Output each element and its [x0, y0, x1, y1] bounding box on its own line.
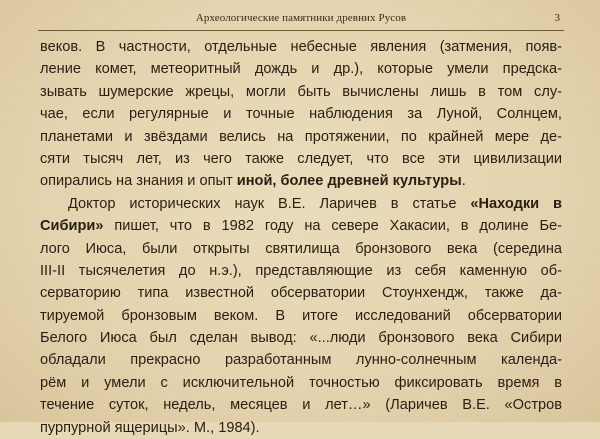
text-line: обладали прекрасно разработанным лунно-солнечным календа-: [40, 352, 562, 369]
page-header: [38, 8, 564, 31]
text-line: серваторию типа известной обсерватории Стоунхендж, также да-: [40, 285, 562, 302]
paragraph-2: [40, 193, 562, 439]
bold-phrase: иной, более древней культуры: [236, 173, 462, 190]
text-line: планетами и звёздами велись на протяжении, по крайней мере де-: [40, 128, 562, 145]
text-line: III-II тысячелетия до н.э.), представляющие из себя каменную об-: [40, 262, 562, 279]
text-line: ление комет, метеоритный дождь и др.), которые умели предска-: [40, 61, 562, 78]
text-fragment: опирались на знания и опыт: [40, 173, 237, 190]
text-line: [40, 215, 562, 237]
text-line: тируемой бронзовым веком. В итоге исследований обсерватории: [40, 307, 562, 324]
text-line: Белого Июса был сделан вывод: «...люди бронзового века Сибири: [40, 330, 562, 347]
text-line: чае, если регулярные и точные наблюдения за Луной, Солнцем,: [40, 106, 562, 123]
article-title: Сибири»: [40, 218, 104, 235]
text-fragment: Доктор исторических наук В.Е. Ларичев в статье: [68, 195, 471, 212]
page-number: 3: [554, 12, 560, 24]
running-title: Археологические памятники древних Русов: [195, 12, 407, 24]
text-line: лого Июса, были открыты святилища бронзового века (середина: [40, 240, 562, 257]
article-title: «Находки в: [470, 195, 563, 212]
text-line: [40, 170, 562, 192]
text-fragment: .: [461, 173, 466, 190]
text-fragment: пишет, что в 1982 году на севере Хакасии, в долине Бе-: [103, 218, 562, 235]
text-line: [40, 193, 562, 215]
text-line: течение суток, недель, месяцев и лет…» (Ларичев В.Е. «Остров: [40, 397, 562, 414]
text-line: сяти тысяч лет, из чего также следует, что все эти цивилизации: [40, 150, 562, 167]
paragraph-1: [40, 36, 562, 193]
body-text: [40, 36, 562, 439]
text-line: рём и умели с исключительной точностью фиксировать время в: [40, 374, 562, 391]
text-line: зывать шумерские жрецы, могли быть вычислены лишь в том слу-: [40, 83, 562, 100]
text-line: пурпурной ящерицы». М., 1984).: [40, 419, 260, 436]
text-line: веков. В частности, отдельные небесные явления (затмения, появ-: [40, 39, 562, 55]
